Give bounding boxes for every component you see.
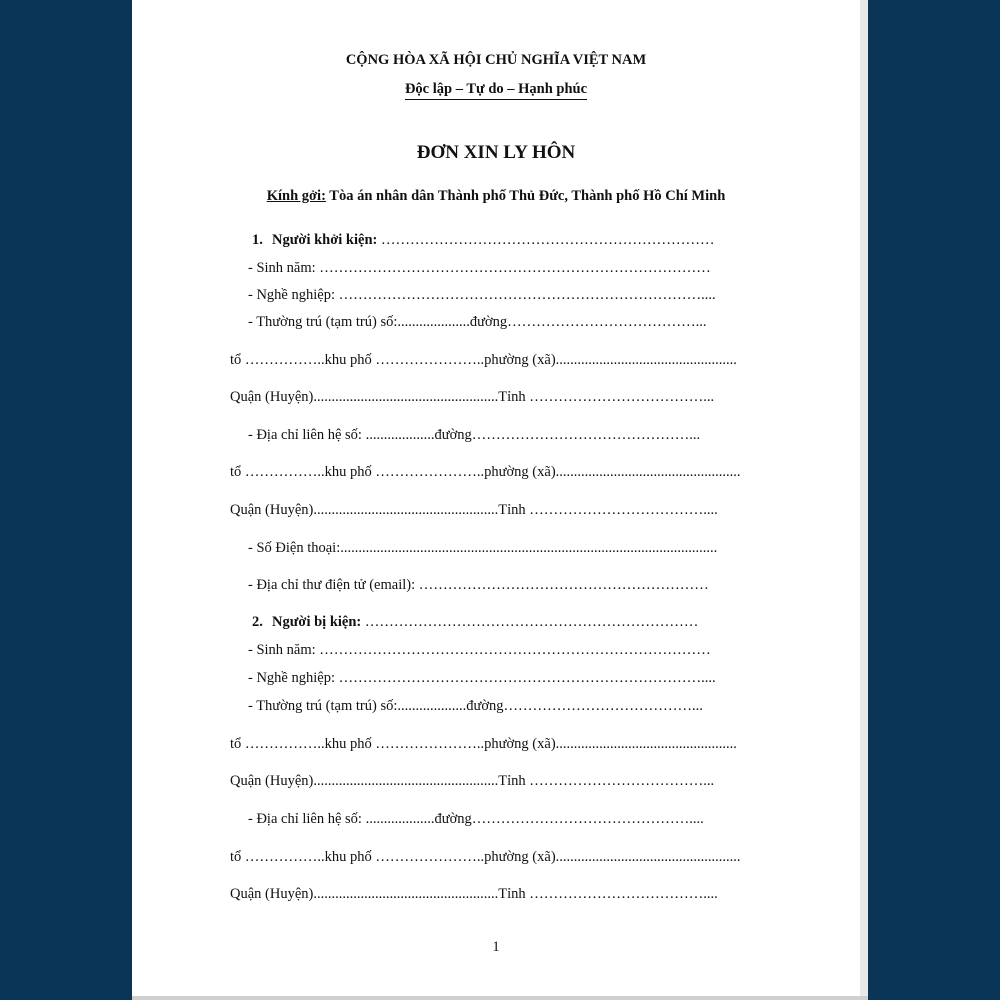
form-line-plaintiff-district: Quận (Huyện)...................................................Tỉnh ………………………………... [230,389,715,405]
form-line-defendant-district: Quận (Huyện)...................................................Tỉnh ………………………………... [230,773,715,789]
section2-title: Người bị kiện: [272,614,362,630]
form-line-plaintiff-contact-ward: tổ ……………..khu phố …………………..phường (xã)................................................... [230,464,741,480]
motto: Độc lập – Tự do – Hạnh phúc [405,80,587,100]
form-line-plaintiff-occupation: - Nghề nghiệp: ………………………………………………………………….... [248,287,716,303]
form-line-defendant-occupation: - Nghề nghiệp: ………………………………………………………………….... [248,670,716,686]
form-line-defendant-contact-ward: tổ ……………..khu phố …………………..phường (xã)................................................... [230,849,741,865]
form-line-plaintiff-email: - Địa chỉ thư điện tử (email): …………………………………………………… [248,577,709,593]
section2-number: 2. [252,614,263,630]
form-line-defendant-residence: - Thường trú (tạm trú) số:...................đường…………………………………... [248,698,703,714]
motto-line [132,80,860,100]
form-line-defendant-ward: tổ ……………..khu phố …………………..phường (xã).................................................. [230,736,737,752]
page-number: 1 [492,939,500,955]
form-line-defendant-birth-year: - Sinh năm: ……………………………………………………………………… [248,642,711,658]
nation-header: CỘNG HÒA XÃ HỘI CHỦ NGHĨA VIỆT NAM [345,52,647,68]
form-line-plaintiff-contact-district: Quận (Huyện)...................................................Tỉnh ……………………………….... [230,502,718,518]
section1-number: 1. [252,232,263,248]
recipient-line [132,187,860,205]
page-shadow [860,0,868,1000]
document-page [132,0,860,996]
recipient-value: Tòa án nhân dân Thành phố Thủ Đức, Thành phố Hồ Chí Minh [325,188,726,204]
form-line-plaintiff-birth-year: - Sinh năm: ……………………………………………………………………… [248,260,711,276]
document-title: ĐƠN XIN LY HÔN [416,142,576,163]
form-line-plaintiff-phone: - Số Điện thoại:........................................................................................................ [248,540,718,556]
page-bottom-edge [132,996,868,1000]
section2-dots: …………………………………………………………… [361,614,699,630]
form-line-defendant-contact-address: - Địa chỉ liên hệ số: ...................đường……………………………………….... [248,811,704,827]
form-line-plaintiff-ward: tổ ……………..khu phố …………………..phường (xã).................................................. [230,352,737,368]
section2-heading [252,613,698,631]
form-line-defendant-contact-district: Quận (Huyện)...................................................Tỉnh ……………………………….... [230,886,718,902]
form-line-plaintiff-contact-address: - Địa chỉ liên hệ số: ...................đường………………………………………... [248,427,701,443]
recipient-label: Kính gởi: [266,188,326,204]
form-line-plaintiff-residence: - Thường trú (tạm trú) số:....................đường…………………………………... [248,314,707,330]
section1-title: Người khởi kiện: [272,232,378,248]
section1-dots: …………………………………………………………… [377,232,715,248]
section1-heading [252,231,714,249]
